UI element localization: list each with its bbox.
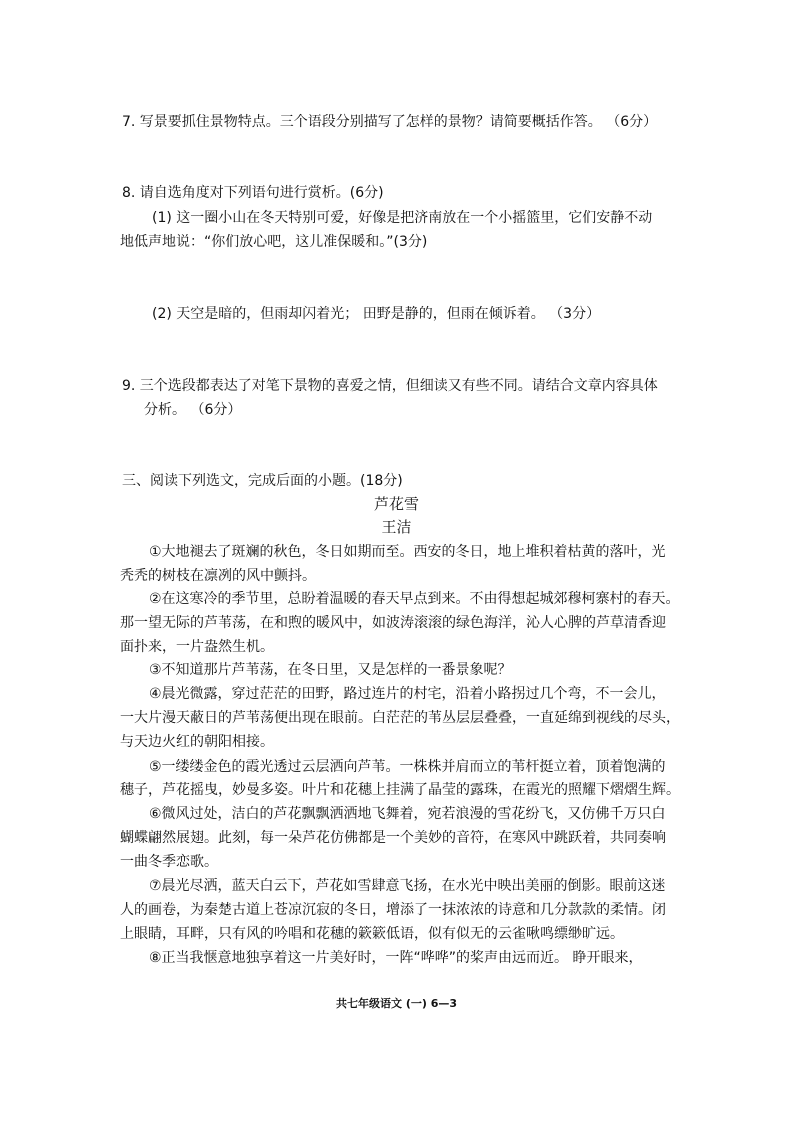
question-8-item-1-cont: 地低声地说：“你们放心吧，这儿准保暖和。”(3分) xyxy=(120,234,428,250)
passage-line: 一曲冬季恋歌。 xyxy=(120,854,218,870)
passage-line: ③不知道那片芦苇荡，在冬日里，又是怎样的一番景象呢？ xyxy=(149,662,512,678)
passage-line: ⑧正当我惬意地独享着这一片美好时，一阵“哗哗”的桨声由远而近。 睁开眼来， xyxy=(149,950,643,966)
passage-title: 芦花雪 xyxy=(373,495,419,513)
passage-line: 那一望无际的芦苇荡，在和煦的暖风中，如波涛滚滚的绿色海洋，沁人心脾的芦草清香迎 xyxy=(120,615,666,631)
passage-line: 上眼睛，耳畔，只有风的吟唱和花穗的簌簌低语，似有似无的云雀啾鸣缥缈旷远。 xyxy=(120,926,624,942)
page-footer: 共七年级语文 (一) 6—3 xyxy=(335,997,458,1010)
passage-line: 一大片漫天蔽日的芦苇荡便出现在眼前。白茫茫的苇丛层层叠叠，一直延绵到视线的尽头， xyxy=(120,710,680,726)
passage-line: 秃秃的树枝在凛冽的风中颤抖。 xyxy=(120,568,316,584)
passage-line: ⑥微风过处，洁白的芦花飘飘洒洒地飞舞着，宛若浪漫的雪花纷飞，又仿佛千万只白 xyxy=(149,806,666,822)
passage-author: 王洁 xyxy=(381,518,412,536)
question-8-item-2: (2) 天空是暗的，但雨却闪着光； 田野是静的，但雨在倾诉着。 （3分） xyxy=(152,306,601,322)
passage-line: 与天边火红的朝阳相接。 xyxy=(120,734,274,750)
section-3-heading: 三、阅读下列选文，完成后面的小题。(18分) xyxy=(122,473,403,489)
passage-line: ⑤一缕缕金色的霞光透过云层洒向芦苇。一株株并肩而立的苇杆挺立着，顶着饱满的 xyxy=(149,759,666,775)
passage-line: 人的画卷，为秦楚古道上苍凉沉寂的冬日，增添了一抹浓浓的诗意和几分款款的柔情。闭 xyxy=(120,902,666,918)
passage-line: 穗子，芦花摇曳，妙曼多姿。叶片和花穗上挂满了晶莹的露珠，在霞光的照耀下熠熠生辉。 xyxy=(120,782,680,798)
passage-line: ②在这寒冷的季节里，总盼着温暖的春天早点到来。不由得想起城郊穆柯寨村的春天。 xyxy=(149,591,680,607)
question-9: 9. 三个选段都表达了对笔下景物的喜爱之情，但细读又有些不同。请结合文章内容具体 xyxy=(122,378,658,394)
question-8-item-1: (1) 这一圈小山在冬天特别可爱，好像是把济南放在一个小摇篮里，它们安静不动 xyxy=(152,210,653,226)
question-9-cont: 分析。 （6分） xyxy=(144,402,242,418)
question-7: 7. 写景要抓住景物特点。三个语段分别描写了怎样的景物？请简要概括作答。 （6分） xyxy=(122,114,658,130)
passage-line: ④晨光微露，穿过茫茫的田野，路过连片的村宅，沿着小路拐过几个弯，不一会儿， xyxy=(149,686,666,702)
passage-line: ⑦晨光尽洒，蓝天白云下，芦花如雪肆意飞扬，在水光中映出美丽的倒影。眼前这迷 xyxy=(149,878,666,894)
question-8-stem: 8. 请自选角度对下列语句进行赏析。(6分) xyxy=(122,185,384,201)
passage-line: 面扑来，一片盎然生机。 xyxy=(120,639,274,655)
passage-line: 蝴蝶翩然展翅。此刻，每一朵芦花仿佛都是一个美妙的音符，在寒风中跳跃着，共同奏响 xyxy=(120,830,666,846)
passage-line: ①大地褪去了斑斓的秋色，冬日如期而至。西安的冬日，地上堆积着枯黄的落叶，光 xyxy=(149,544,666,560)
